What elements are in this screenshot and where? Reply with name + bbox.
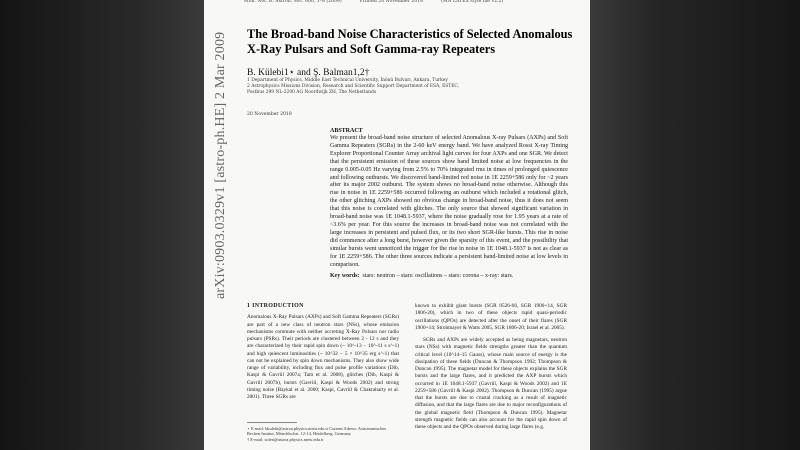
abstract — [330, 128, 568, 269]
column-right — [415, 303, 567, 436]
column-left — [247, 303, 399, 406]
journal-citation: Mon. Not. R. Astron. Soc. 000, 1–8 (2009) — [244, 0, 342, 4]
footnote: † E-mail: solen@astroa.physics.metu.edu.tr — [247, 436, 324, 442]
body-paragraph: known to exhibit giant bursts (SGR 0526-66, SGR 1900+14, SGR 1806-20), which in two of these objects rapid quasi-periodic oscillations (QPOs) are detected after the onset of their flares (SGR 1900+14; Strohmayer & Watts 2005, SGR 1806-20; Israel et al. 2005). — [415, 303, 567, 331]
keywords-text: stars: neutron – stars: oscillations – stars: corona – x-ray: stars. — [362, 273, 514, 279]
arxiv-stamp: arXiv:0903.0329v1 [astro-ph.HE] 2 Mar 2009 — [213, 31, 228, 299]
printed-date: Printed 20 November 2018 — [359, 0, 424, 4]
footnote: ⋆ E-mail: bkulebi@astroa.physics.metu.edu.tr Current Adress: Astronomisches Rechen Institut, Mönchhofstr. 12-14, Heidelberg, Germany — [247, 425, 387, 437]
paper-date: 20 November 2018 — [247, 112, 292, 117]
affiliations — [247, 78, 547, 96]
body-paragraph: Anomalous X-Ray Pulsars (AXPs) and Soft Gamma Repeaters (SGRs) are part of a new class of neutron stars (NSs), whose emission mechanisms commute with neither accreting X-Ray Pulsars nor radio pulsars (PSRs). Their periods are clustered between 2 - 12 s and they are characterized by their rapid spin down (~ 10^-13 − 10^-11 s s^-1) and high quiescent luminosities (~ 10^32 − 5 × 10^35 erg s^-1) that can not be explained by spin down mechanisms. They also show wide range of variability, including flux and pulse profile variations (Dib, Kaspi & Gavriil 2007a; Tam et al. 2008), glitches (Dib, Kaspi & Gavriil 2007b), bursts (Gavriil, Kaspi & Woods 2002) and strong timing noise (Baykal et al. 2000; Kaspi, Gavriil & Chakrabarty et al. 2001). Three SGRs are — [247, 314, 399, 400]
section-heading-introduction: 1 INTRODUCTION — [247, 303, 304, 309]
video-backdrop-right — [590, 0, 800, 450]
affiliation-line: 1 Department of Physics, Middle East Technical University, İnönü Bulvarı, Ankara, Turkey — [247, 78, 448, 83]
body-paragraph: SGRs and AXPs are widely accepted as being magnetars, neutron stars (NSs) with magnetic fields strengths greater than the quantum critical level (10^14–15 Gauss), whose main source of energy is the dissipation of these fields (Duncan & Thompson 1992; Thompson & Duncan 1995). The magnetar model for these objects explains the SGR bursts and the large flares, and it predicted the AXP bursts which occurred in 1E 1048.1-5937 (Gavriil, Kaspi & Woods 2002) and 1E 2259+586 (Gavriil & Kaspi 2002). Thompson & Duncan (1995) argue that the bursts are due to crustal cracking as a result of magnetic diffusion, and that the large flares are due to major reconfigurations of the global magnetic field (Thompson & Duncan 1995). Magnetar strength magnetic fields can also account for the rapid spin down of these objects and the QPOs observed during large flares (e.g. — [415, 337, 567, 430]
video-backdrop-left — [0, 0, 204, 450]
footnotes — [247, 422, 399, 442]
running-head — [244, 0, 564, 4]
affiliation-line: Postbus 299 NL-2200 AG Noordwijk ZH, The Netherlands — [247, 90, 377, 95]
abstract-title: ABSTRACT — [330, 128, 363, 134]
paper-page — [204, 0, 590, 450]
affiliation-line: 2 Astrophysics Missions Division, Research and Scientific Support Department of ESA, ESTEC, — [247, 84, 460, 89]
paper-authors: B. Külebi1⋆ and Ş. Balman1,2† — [247, 68, 370, 78]
abstract-body: We present the broad-band noise structure of selected Anomalous X-ray Pulsars (AXPs) and Soft Gamma Repeaters (SGRs) in the 2-60 keV energy band. We have analyzed Rossi X-ray Timing Explorer Proportional Counter Array archival light curves for four AXPs and one SGR. We detect that the persistent emission of these sources show band limited noise at low frequencies in the range 0.005-0.05 Hz varying from 2.5% to 70% integrated rms in times of prolonged quiescence and following outbursts. We discovered band-limited red noise in 1E 2259+586 only for ~2 years after its major 2002 outburst. The system shows no broad-band noise otherwise. Although this rise in noise in 1E 2259+586 occurred following an outburst which included a rotational glitch, the other glitching AXPs showed no obvious change in broad-band noise, thus it does not seem that this noise is correlated with glitches. The only source that showed significant variation in broad-band noise was 1E 1048.1-5937, where the noise gradually rose for 1.95 years at a rate of ~3.6% per year. For this source the increases in broad-band noise was not correlated with the large increases in persistent and pulsed flux, or its two short SGR-like bursts. This rise in noise did commence after a long burst, however given the sparsity of this event, and the possibility that similar bursts went unnoticed the trigger for the rise in noise in 1E 1048.1-5937 is not as clear as for 1E 2259+586. The other three sources indicate a persistent band-limited noise at low levels in comparison. — [330, 135, 568, 268]
keywords-label: Key words: — [330, 273, 360, 279]
footnote-divider — [247, 422, 297, 423]
style-file: (MN LATEX style file v2.2) — [441, 0, 504, 4]
keywords — [330, 273, 568, 279]
paper-title: The Broad-band Noise Characteristics of Selected Anomalous X-Ray Pulsars and Soft Gamma-ray Repeaters — [247, 27, 573, 56]
